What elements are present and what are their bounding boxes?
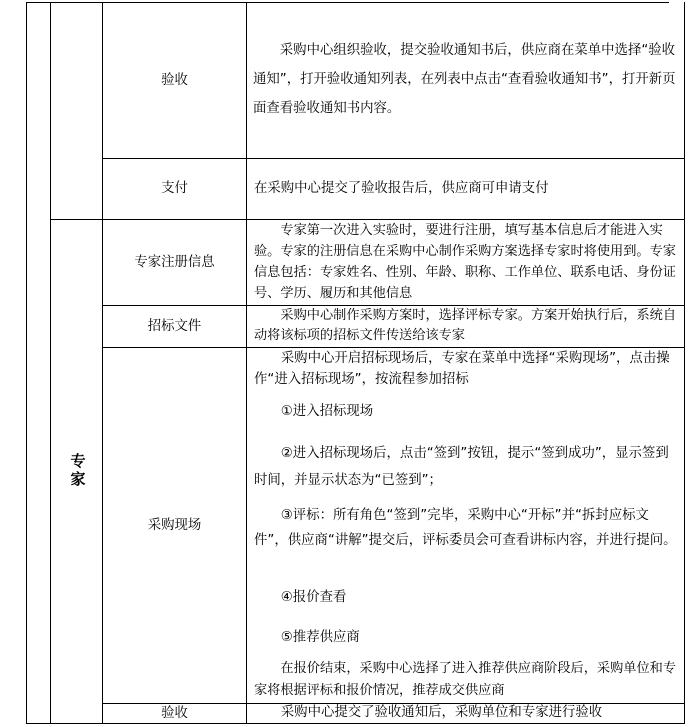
row-label-tender-document: 招标文件 xyxy=(147,318,202,334)
row-text-acceptance: 采购中心组织验收，提交验收通知书后，供应商在菜单中选择“验收通知”，打开验收通知列表，在列表中点击“查看验收通知书”，打开新页面查看验收通知书内容。 xyxy=(253,43,676,116)
step-1: ①进入招标现场 xyxy=(280,404,374,419)
row-text-tender-document: 采购中心制作采购方案时，选择评标专家。方案开始执行后，系统自动将该标项的招标文件传送给该专家 xyxy=(254,308,677,343)
column-divider xyxy=(246,2,247,724)
step-2: ②进入招标现场后，点击“签到”按钮，提示“签到成功”，显示签到时间，并显示状态为“已签到”； xyxy=(254,446,669,488)
row-label-acceptance-expert: 验收 xyxy=(161,706,188,721)
left-border xyxy=(26,2,27,724)
right-border xyxy=(684,2,685,724)
row-label-procurement-site: 采购现场 xyxy=(147,517,202,533)
section-role-label xyxy=(66,452,90,488)
step-3: ③评标：所有角色“签到”完毕，采购中心“开标”并“拆封应标文件”，供应商“讲解”提交后，评标委员会可查看讲标内容，并进行提问。 xyxy=(254,508,677,548)
row-label-acceptance: 验收 xyxy=(161,72,188,88)
row-label-payment: 支付 xyxy=(161,181,188,196)
row-text-payment: 在采购中心提交了验收报告后，供应商可申请支付 xyxy=(254,181,549,196)
row-label-expert-registration: 专家注册信息 xyxy=(134,254,215,270)
column-divider xyxy=(50,2,51,724)
section-role-char: 家 xyxy=(70,470,86,488)
row-text-procurement-site: 采购中心开启招标现场后，专家在菜单中选择“采购现场”，点击操作“进入招标现场”，按流程参加招标 ①进入招标现场 ②进入招标现场后，点击“签到”按钮，提示“签到成功”，显示签到时间，并显示状态为“已签到”； ③评标：所有角色“签到”完毕，采购中心“开标”并“拆封应标文件”，供应商“讲解”提交后，评标委员会可查看讲标内容，并进行提问。 ④报价查看 ⑤推荐供应商 在报价结束，采购中心选择了进入推荐供应商阶段后，采购单位和专家将根据评标和报价情况，推荐成交供应商 xyxy=(254,348,682,703)
row-text-acceptance-expert: 采购中心提交了验收通知后，采购单位和专家进行验收 xyxy=(280,705,603,720)
step-4: ④报价查看 xyxy=(280,590,347,605)
row-text-expert-registration: 专家第一次进入实验时，要进行注册，填写基本信息后才能进入实验。专家的注册信息在采购中心制作采购方案选择专家时将使用到。专家信息包括：专家姓名、性别、年龄、职称、工作单位、联系电话、身份证号、学历、履历和其他信息 xyxy=(254,223,676,301)
closing-text: 在报价结束，采购中心选择了进入推荐供应商阶段后，采购单位和专家将根据评标和报价情况，推荐成交供应商 xyxy=(254,661,677,698)
bottom-border xyxy=(26,723,684,724)
section-role-char: 专 xyxy=(70,452,86,470)
step-5: ⑤推荐供应商 xyxy=(280,630,360,645)
